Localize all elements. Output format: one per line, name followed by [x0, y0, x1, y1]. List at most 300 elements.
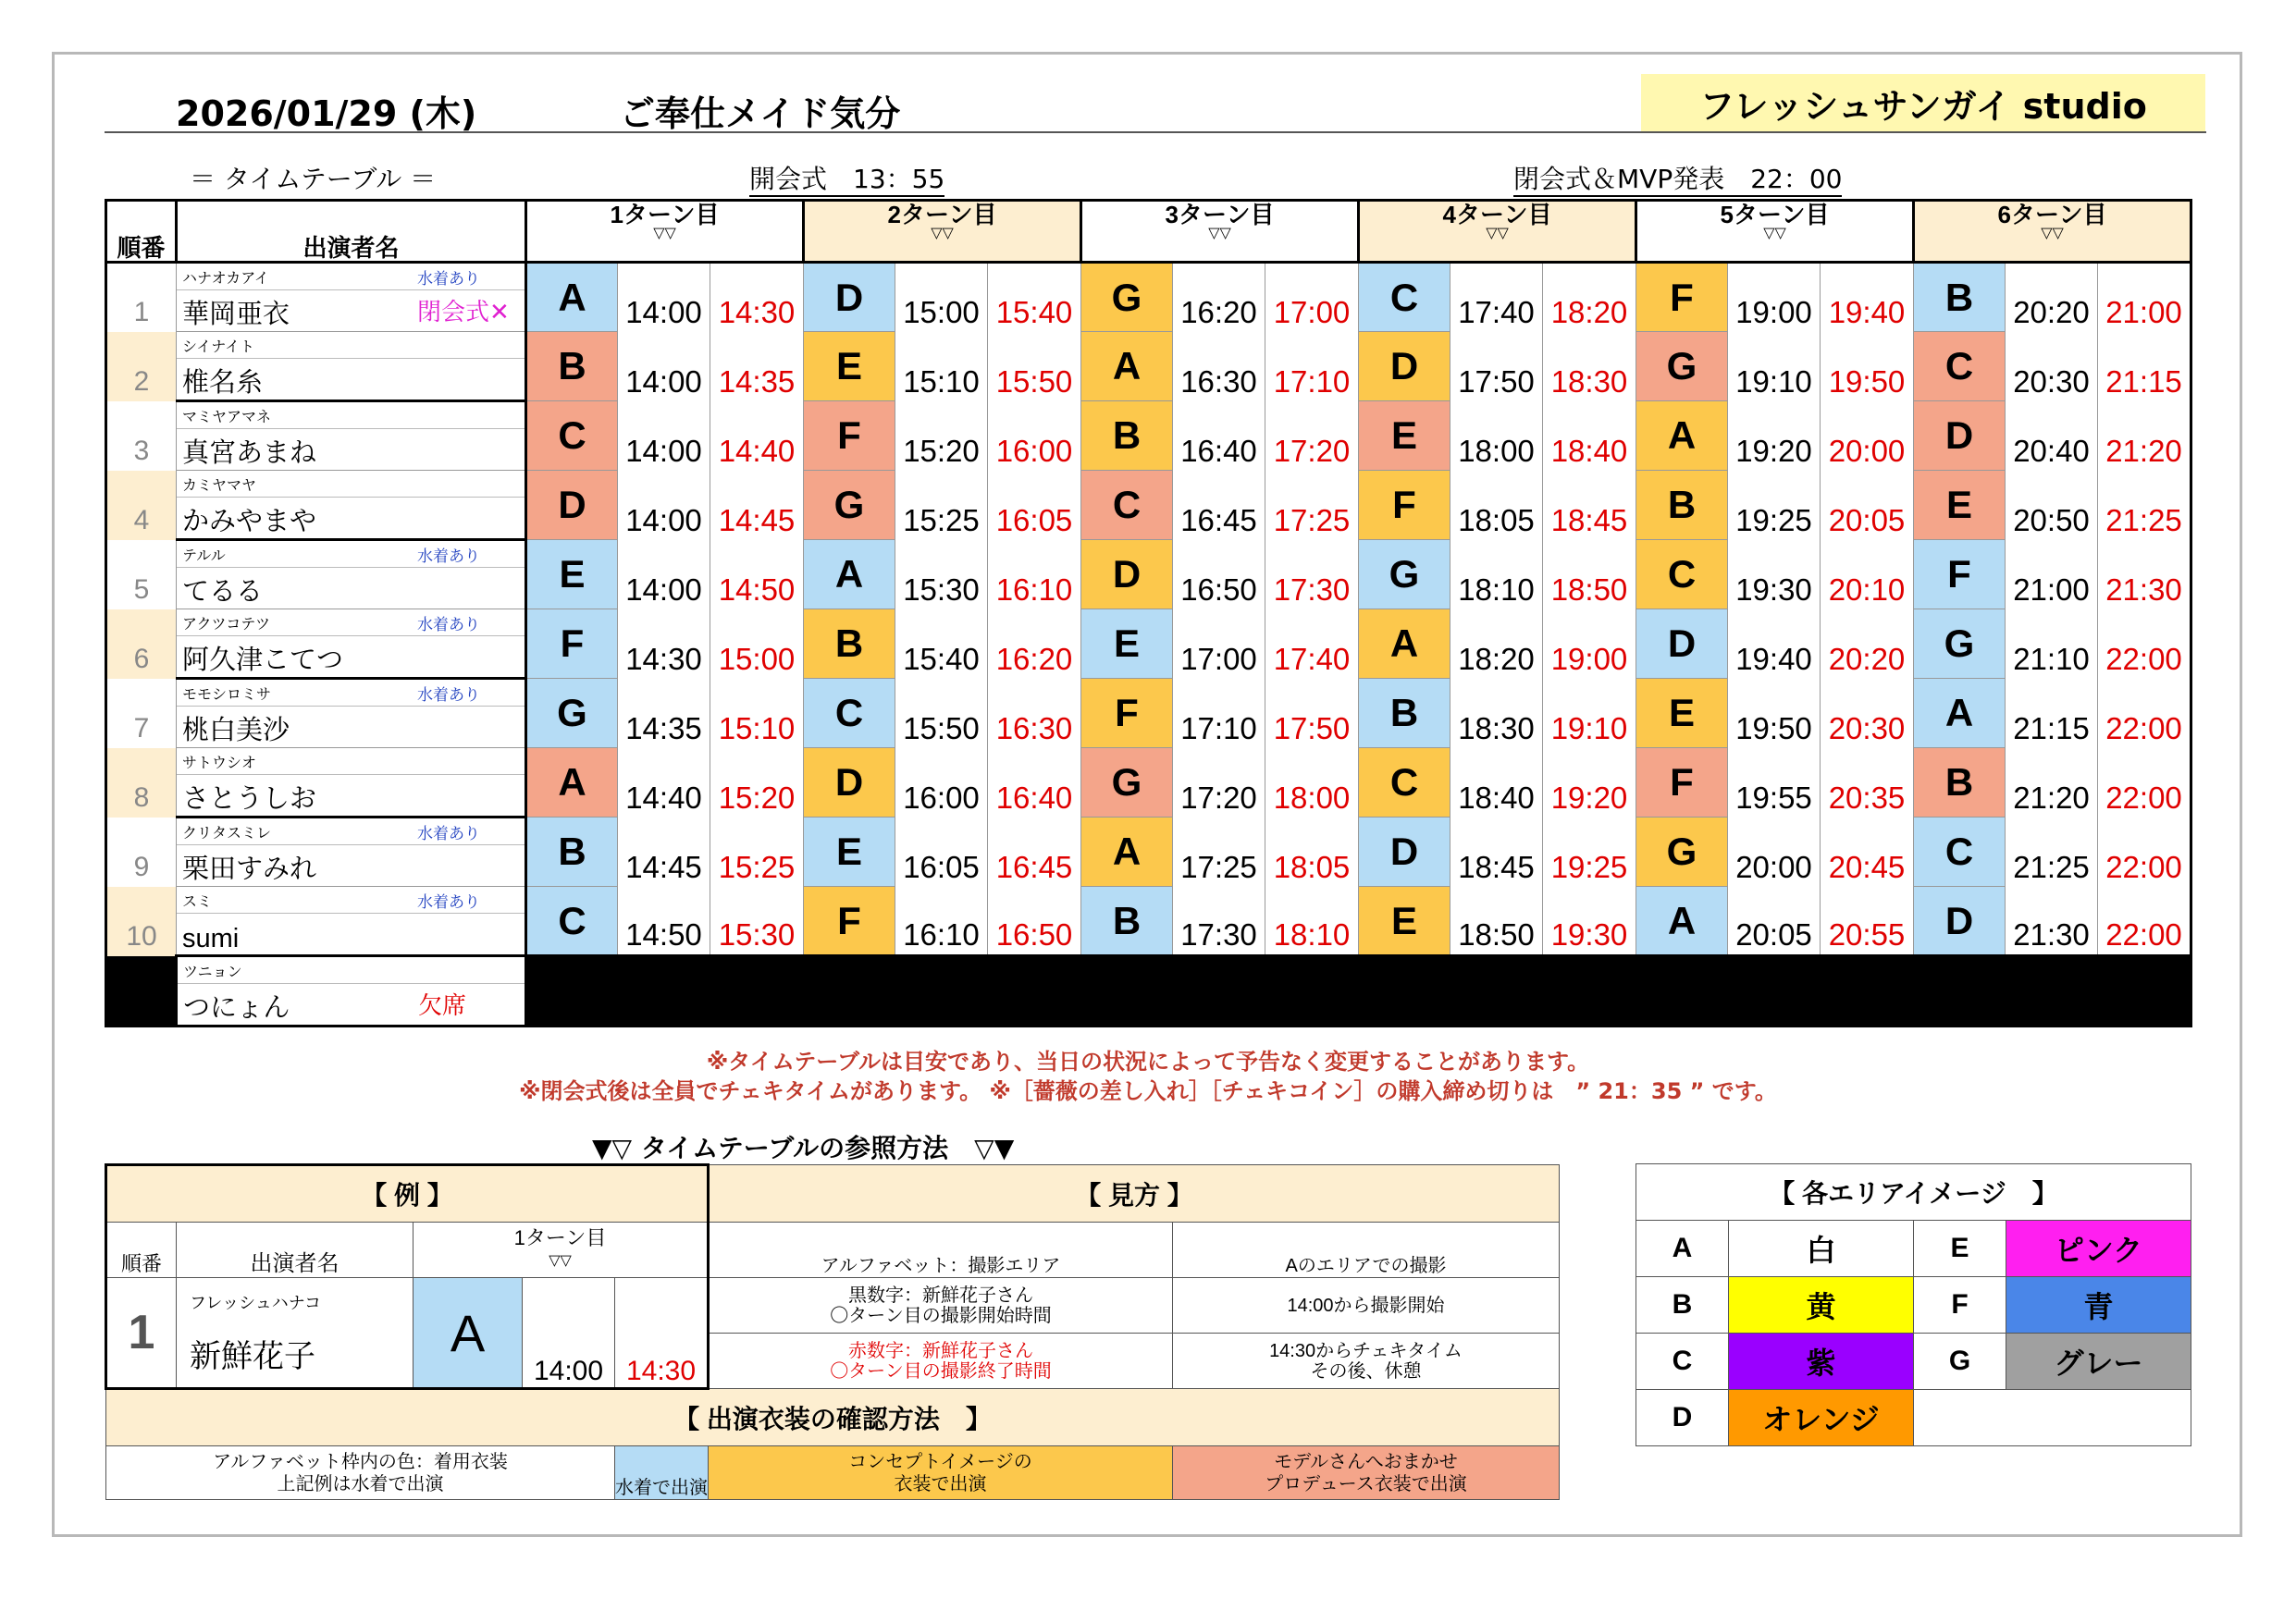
area-letter: B [804, 609, 895, 679]
performer-kana-cell [177, 818, 526, 845]
studio-name: フレッシュサンガイ studio [1641, 74, 2205, 131]
head-name: 出演者名 [177, 201, 526, 263]
performer-kana: アクツコテツ [182, 616, 271, 633]
end-time: 20:20 [1821, 609, 1914, 679]
end-time: 14:45 [710, 471, 804, 540]
start-time: 21:25 [2006, 818, 2098, 887]
swimsuit-flag: 水着あり [417, 270, 480, 288]
area-letter: F [804, 887, 895, 956]
area-letter: D [804, 748, 895, 818]
turn-label: 2ターン目 [887, 201, 997, 228]
area-letter: G [1636, 818, 1728, 887]
example-header: 【 例 】 [106, 1165, 709, 1223]
end-time: 17:40 [1265, 609, 1359, 679]
start-time: 17:20 [1173, 748, 1265, 818]
start-time: 14:00 [618, 471, 710, 540]
start-time: 17:50 [1450, 332, 1543, 401]
opening-ceremony [749, 159, 944, 196]
start-time: 18:20 [1450, 609, 1543, 679]
end-time: 17:20 [1265, 401, 1359, 471]
swimsuit-flag: 水着あり [417, 893, 480, 911]
performer-kana: マミヤアマネ [182, 409, 272, 425]
end-time: 16:40 [988, 748, 1081, 818]
costume-swimsuit-text: 水着で出演 [615, 1478, 708, 1498]
end-time: 21:15 [2098, 332, 2191, 401]
end-time: 15:10 [710, 679, 804, 748]
start-time: 18:05 [1450, 471, 1543, 540]
area-letter: C [1914, 818, 2006, 887]
area-letter: A [1081, 818, 1173, 887]
end-time: 14:50 [710, 540, 804, 609]
area-letter: B [526, 332, 618, 401]
end-time: 15:40 [988, 263, 1081, 332]
area-letter: B [1081, 401, 1173, 471]
end-time: 15:20 [710, 748, 804, 818]
area-color: 黄 [1729, 1277, 1914, 1334]
area-letter: C [526, 401, 618, 471]
start-time: 18:00 [1450, 401, 1543, 471]
area-color: 青 [2006, 1277, 2191, 1334]
performer-name-cell [177, 845, 526, 887]
performer-kana-cell [177, 332, 526, 359]
end-time: 19:20 [1543, 748, 1636, 818]
end-time: 18:00 [1265, 748, 1359, 818]
area-letter: A [804, 540, 895, 609]
area-letter: C [804, 679, 895, 748]
turn-arrow: ▽▽ [1486, 226, 1509, 241]
end-time: 21:25 [2098, 471, 2191, 540]
performer-kana-cell [177, 471, 526, 498]
start-time: 21:20 [2006, 748, 2098, 818]
performer-name: てるる [182, 577, 264, 607]
area-letter: F [804, 401, 895, 471]
example-no: 1 [106, 1278, 177, 1389]
costume-description: アルファベット枠内の色：着用衣装 上記例は水着で出演 [106, 1446, 615, 1500]
note-schedule: ※タイムテーブルは目安であり、当日の状況によって予告なく変更することがあります。 [706, 1049, 1590, 1075]
performer-name-cell [177, 359, 526, 401]
howto-row-2-a: 黒数字：新鮮花子さん 〇ターン目の撮影開始時間 [709, 1278, 1173, 1334]
area-letter: F [1636, 263, 1728, 332]
start-time: 19:30 [1728, 540, 1821, 609]
area-letter: D [804, 263, 895, 332]
area-letter: A [526, 263, 618, 332]
example-start: 14:00 [523, 1278, 615, 1389]
start-time: 15:20 [895, 401, 988, 471]
start-time: 16:20 [1173, 263, 1265, 332]
start-time: 14:00 [618, 332, 710, 401]
performer-no: 5 [106, 540, 177, 609]
head-turn-2 [804, 201, 1081, 263]
end-time: 22:00 [2098, 748, 2191, 818]
performer-name: さとうしお [182, 784, 317, 814]
performer-name: 栗田すみれ [182, 855, 317, 884]
end-time: 15:25 [710, 818, 804, 887]
area-key: D [1636, 1390, 1729, 1446]
end-time: 16:05 [988, 471, 1081, 540]
header-divider [105, 131, 2206, 133]
end-time: 18:50 [1543, 540, 1636, 609]
start-time: 17:10 [1173, 679, 1265, 748]
end-time: 22:00 [2098, 609, 2191, 679]
area-letter: E [804, 818, 895, 887]
example-kana: フレッシュハナコ [190, 1293, 322, 1312]
start-time: 16:10 [895, 887, 988, 956]
end-time: 17:10 [1265, 332, 1359, 401]
end-time: 20:05 [1821, 471, 1914, 540]
area-letter: D [526, 471, 618, 540]
area-letter: D [1081, 540, 1173, 609]
swimsuit-flag: 水着あり [417, 547, 480, 565]
head-turn-3 [1081, 201, 1359, 263]
opening-ceremony-text: 開会式 13：55 [749, 164, 944, 197]
turn-arrow: ▽▽ [1763, 226, 1786, 241]
area-letter: G [1359, 540, 1450, 609]
area-key: B [1636, 1277, 1729, 1334]
area-empty [1914, 1390, 2191, 1446]
start-time: 19:40 [1728, 609, 1821, 679]
reference-table [105, 1163, 1560, 1500]
start-time: 16:50 [1173, 540, 1265, 609]
area-color: 白 [1729, 1221, 1914, 1277]
performer-no: 3 [106, 401, 177, 471]
end-time: 21:00 [2098, 263, 2191, 332]
area-letter: D [1914, 401, 2006, 471]
start-time: 16:40 [1173, 401, 1265, 471]
performer-kana: サトウシオ [182, 755, 257, 771]
start-time: 19:20 [1728, 401, 1821, 471]
performer-kana-cell [177, 609, 526, 636]
end-time: 18:20 [1543, 263, 1636, 332]
area-letter: B [1914, 748, 2006, 818]
performer-kana-cell [177, 748, 526, 775]
area-title: 【 各エリアイメージ 】 [1636, 1164, 2191, 1221]
end-time: 17:50 [1265, 679, 1359, 748]
area-letter: D [1359, 332, 1450, 401]
start-time: 14:40 [618, 748, 710, 818]
performer-name: sumi [182, 924, 240, 953]
example-letter: A [414, 1278, 523, 1389]
start-time: 19:50 [1728, 679, 1821, 748]
closing-ceremony [1513, 159, 1842, 196]
performer-name: 華岡亜衣 [182, 300, 290, 329]
start-time: 14:35 [618, 679, 710, 748]
performer-kana-cell [177, 401, 526, 429]
end-time: 19:50 [1821, 332, 1914, 401]
end-time: 17:00 [1265, 263, 1359, 332]
area-letter: D [1359, 818, 1450, 887]
area-letter: C [1359, 263, 1450, 332]
start-time: 18:40 [1450, 748, 1543, 818]
start-time: 19:10 [1728, 332, 1821, 401]
head-turn-6 [1914, 201, 2191, 263]
start-time: 20:40 [2006, 401, 2098, 471]
performer-name: かみやまや [182, 507, 317, 536]
performer-kana-cell [177, 679, 526, 707]
performer-no: 6 [106, 609, 177, 679]
example-end: 14:30 [615, 1278, 709, 1389]
area-letter: G [1081, 748, 1173, 818]
area-letter: A [1914, 679, 2006, 748]
start-time: 16:30 [1173, 332, 1265, 401]
head-turn-1 [526, 201, 804, 263]
end-time: 15:00 [710, 609, 804, 679]
end-time: 20:35 [1821, 748, 1914, 818]
area-letter: E [804, 332, 895, 401]
example-turn-label: 1ターン目 [513, 1226, 607, 1249]
area-key: F [1914, 1277, 2006, 1334]
performer-name-cell [177, 498, 526, 540]
performer-kana-cell [177, 887, 526, 914]
performer-no: 1 [106, 263, 177, 332]
absent-kana-cell [177, 956, 526, 984]
costume-concept: コンセプトイメージの 衣装で出演 [709, 1446, 1173, 1500]
start-time: 15:40 [895, 609, 988, 679]
area-color: オレンジ [1729, 1390, 1914, 1446]
start-time: 16:05 [895, 818, 988, 887]
swimsuit-flag: 水着あり [417, 825, 480, 842]
performer-note: 閉会式✕ [417, 298, 510, 326]
end-time: 16:30 [988, 679, 1081, 748]
end-time: 20:55 [1821, 887, 1914, 956]
start-time: 17:30 [1173, 887, 1265, 956]
performer-kana: カミヤマヤ [182, 477, 257, 494]
start-time: 16:00 [895, 748, 988, 818]
end-time: 19:40 [1821, 263, 1914, 332]
area-letter: E [1359, 401, 1450, 471]
end-time: 14:30 [710, 263, 804, 332]
area-letter: C [1359, 748, 1450, 818]
turn-label: 5ターン目 [1720, 201, 1830, 228]
howto-row-1-a: アルファベット：撮影エリア [709, 1223, 1173, 1278]
end-time: 19:00 [1543, 609, 1636, 679]
example-turn-head [414, 1223, 709, 1278]
area-letter: C [1081, 471, 1173, 540]
end-time: 21:20 [2098, 401, 2191, 471]
start-time: 20:05 [1728, 887, 1821, 956]
end-time: 14:35 [710, 332, 804, 401]
absent-no [106, 956, 177, 1027]
performer-name: 桃白美沙 [182, 716, 290, 745]
performer-kana: スミ [182, 893, 213, 910]
end-time: 16:45 [988, 818, 1081, 887]
example-name-head: 出演者名 [177, 1223, 414, 1278]
area-letter: G [526, 679, 618, 748]
howto-header: 【 見方 】 [709, 1165, 1560, 1223]
area-letter: A [1081, 332, 1173, 401]
end-time: 19:30 [1543, 887, 1636, 956]
performer-name-cell [177, 429, 526, 471]
end-time: 17:30 [1265, 540, 1359, 609]
costume-header: 【 出演衣装の確認方法 】 [106, 1389, 1560, 1446]
area-letter: A [1359, 609, 1450, 679]
start-time: 19:55 [1728, 748, 1821, 818]
performer-name-cell [177, 707, 526, 748]
area-color: 紫 [1729, 1334, 1914, 1390]
absent-blackout [526, 956, 2191, 1027]
turn-label: 4ターン目 [1442, 201, 1552, 228]
end-time: 20:10 [1821, 540, 1914, 609]
end-time: 15:50 [988, 332, 1081, 401]
start-time: 16:45 [1173, 471, 1265, 540]
performer-kana-cell [177, 263, 526, 290]
start-time: 17:00 [1173, 609, 1265, 679]
performer-kana-cell [177, 540, 526, 568]
start-time: 15:00 [895, 263, 988, 332]
start-time: 14:45 [618, 818, 710, 887]
start-time: 14:50 [618, 887, 710, 956]
end-time: 16:10 [988, 540, 1081, 609]
area-letter: B [1081, 887, 1173, 956]
area-letter: C [526, 887, 618, 956]
absent-name-cell [177, 984, 526, 1027]
area-letter: B [1914, 263, 2006, 332]
area-letter: E [1914, 471, 2006, 540]
timetable-label: ＝ タイムテーブル ＝ [190, 164, 437, 194]
area-letter: A [1636, 887, 1728, 956]
start-time: 14:30 [618, 609, 710, 679]
area-letter: F [1081, 679, 1173, 748]
area-letter: B [526, 818, 618, 887]
area-letter: E [1636, 679, 1728, 748]
area-letter: G [804, 471, 895, 540]
area-letter: A [526, 748, 618, 818]
start-time: 14:00 [618, 263, 710, 332]
timetable [105, 199, 2192, 1027]
head-turn-5 [1636, 201, 1914, 263]
area-key: A [1636, 1221, 1729, 1277]
start-time: 17:40 [1450, 263, 1543, 332]
note-cheki: ※閉会式後は全員でチェキタイムがあります。 ※［薔薇の差し入れ］［チェキコイン］の購入締め切りは ” 21：35 ” です。 [519, 1078, 1777, 1104]
end-time: 22:00 [2098, 818, 2191, 887]
start-time: 20:20 [2006, 263, 2098, 332]
area-letter: E [1359, 887, 1450, 956]
performer-name: 真宮あまね [182, 438, 317, 468]
turn-arrow: ▽▽ [1208, 226, 1231, 241]
performer-kana: クリタスミレ [182, 825, 272, 842]
start-time: 18:30 [1450, 679, 1543, 748]
performer-no: 7 [106, 679, 177, 748]
area-letter: G [1081, 263, 1173, 332]
end-time: 21:30 [2098, 540, 2191, 609]
performer-kana: モモシロミサ [182, 686, 272, 703]
performer-no: 8 [106, 748, 177, 818]
start-time: 14:00 [618, 401, 710, 471]
end-time: 17:25 [1265, 471, 1359, 540]
area-letter: A [1636, 401, 1728, 471]
area-letter: B [1636, 471, 1728, 540]
performer-name-cell [177, 775, 526, 818]
turn-label: 3ターン目 [1165, 201, 1275, 228]
costume-swimsuit [615, 1446, 709, 1500]
area-color: グレー [2006, 1334, 2191, 1390]
howto-row-3-a: 赤数字：新鮮花子さん 〇ターン目の撮影終了時間 [709, 1334, 1173, 1389]
area-letter: B [1359, 679, 1450, 748]
end-time: 22:00 [2098, 887, 2191, 956]
performer-no: 9 [106, 818, 177, 887]
end-time: 16:20 [988, 609, 1081, 679]
performer-no: 2 [106, 332, 177, 401]
end-time: 18:05 [1265, 818, 1359, 887]
start-time: 14:00 [618, 540, 710, 609]
performer-name: 阿久津こてつ [182, 646, 344, 675]
performer-name-cell [177, 914, 526, 956]
howto-row-1-b: Aのエリアでの撮影 [1173, 1223, 1560, 1278]
start-time: 19:25 [1728, 471, 1821, 540]
start-time: 18:10 [1450, 540, 1543, 609]
performer-name-cell [177, 568, 526, 609]
area-letter: G [1636, 332, 1728, 401]
start-time: 19:00 [1728, 263, 1821, 332]
head-turn-4 [1359, 201, 1636, 263]
event-title: ご奉仕メイド気分 [620, 93, 901, 134]
end-time: 19:25 [1543, 818, 1636, 887]
area-color: ピンク [2006, 1221, 2191, 1277]
start-time: 20:50 [2006, 471, 2098, 540]
turn-label: 1ターン目 [610, 201, 720, 228]
example-no-head: 順番 [106, 1223, 177, 1278]
area-letter: E [1081, 609, 1173, 679]
end-time: 20:45 [1821, 818, 1914, 887]
area-letter: F [1636, 748, 1728, 818]
end-time: 20:00 [1821, 401, 1914, 471]
performer-kana: ハナオカアイ [182, 270, 269, 287]
performer-name-cell [177, 290, 526, 332]
start-time: 21:00 [2006, 540, 2098, 609]
turn-arrow: ▽▽ [931, 226, 954, 241]
end-time: 14:40 [710, 401, 804, 471]
area-letter: D [1636, 609, 1728, 679]
area-letter: C [1914, 332, 2006, 401]
howto-row-3-b: 14:30からチェキタイム その後、休憩 [1173, 1334, 1560, 1389]
end-time: 22:00 [2098, 679, 2191, 748]
start-time: 15:50 [895, 679, 988, 748]
area-letter: F [526, 609, 618, 679]
absent-note: 欠席 [418, 991, 467, 1019]
area-letter: G [1914, 609, 2006, 679]
area-key: C [1636, 1334, 1729, 1390]
performer-kana: シイナイト [182, 338, 255, 355]
area-letter: F [1359, 471, 1450, 540]
area-letter: D [1914, 887, 2006, 956]
end-time: 18:40 [1543, 401, 1636, 471]
end-time: 19:10 [1543, 679, 1636, 748]
end-time: 16:00 [988, 401, 1081, 471]
start-time: 18:50 [1450, 887, 1543, 956]
end-time: 15:30 [710, 887, 804, 956]
performer-name-cell [177, 636, 526, 679]
example-name-cell [177, 1278, 414, 1389]
end-time: 18:45 [1543, 471, 1636, 540]
closing-ceremony-text: 閉会式＆MVP発表 22：00 [1513, 164, 1842, 197]
head-no: 順番 [106, 201, 177, 263]
area-key: E [1914, 1221, 2006, 1277]
start-time: 20:00 [1728, 818, 1821, 887]
end-time: 18:10 [1265, 887, 1359, 956]
turn-arrow: ▽▽ [2041, 226, 2064, 241]
area-letter: C [1636, 540, 1728, 609]
end-time: 16:50 [988, 887, 1081, 956]
swimsuit-flag: 水着あり [417, 686, 480, 704]
costume-produce: モデルさんへおまかせ プロデュース衣装で出演 [1173, 1446, 1560, 1500]
area-letter: E [526, 540, 618, 609]
start-time: 15:10 [895, 332, 988, 401]
start-time: 17:25 [1173, 818, 1265, 887]
turn-label: 6ターン目 [1997, 201, 2107, 228]
end-time: 20:30 [1821, 679, 1914, 748]
example-name: 新鮮花子 [190, 1338, 315, 1374]
area-image-table [1636, 1163, 2191, 1446]
area-letter: F [1914, 540, 2006, 609]
